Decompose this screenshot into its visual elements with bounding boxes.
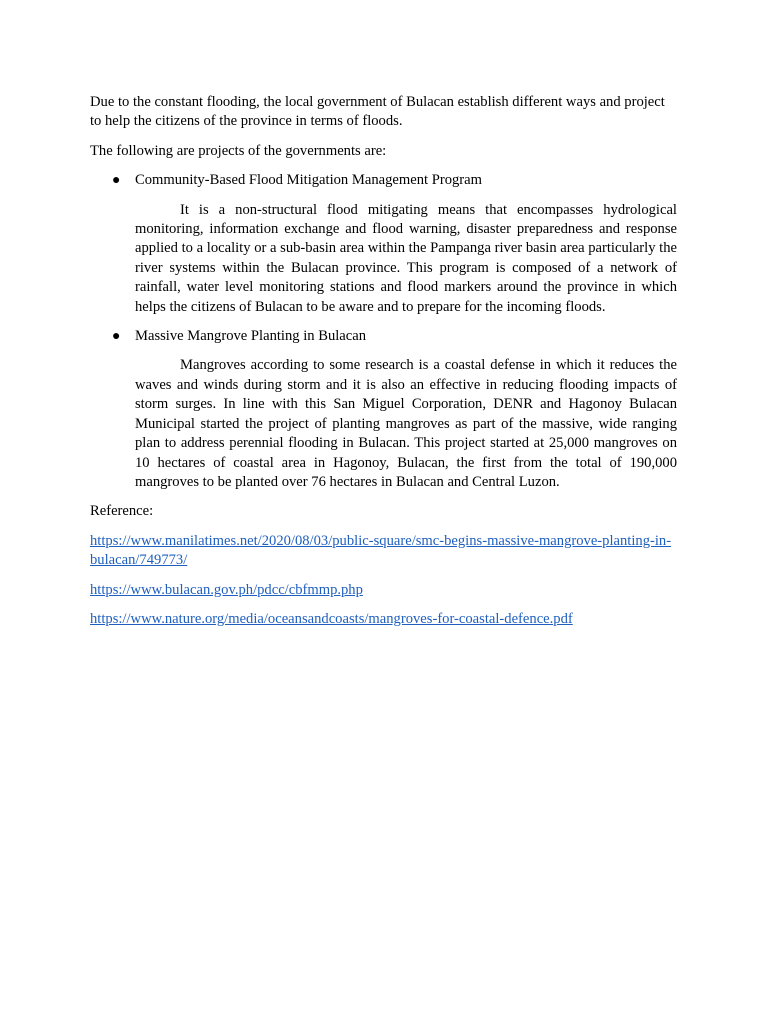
document-page xyxy=(90,93,677,639)
reference-heading: Reference: xyxy=(90,503,154,520)
reference-link-manilatimes[interactable]: https://www.manilatimes.net/2020/08/03/public-square/smc-begins-massive-mangrove-planting-in-bulacan/749773/ xyxy=(90,532,672,569)
project-title: Community-Based Flood Mitigation Management Program xyxy=(135,172,482,189)
intro-paragraph: Due to the constant flooding, the local government of Bulacan establish different ways and project to help the citizens of the province in terms of floods. xyxy=(90,94,665,130)
reference-link-nature[interactable]: https://www.nature.org/media/oceansandcoasts/mangroves-for-coastal-defence.pdf xyxy=(90,610,573,627)
bullet-icon: ● xyxy=(112,173,121,189)
list-item xyxy=(90,171,677,317)
project-title: Massive Mangrove Planting in Bulacan xyxy=(135,328,367,345)
project-description: It is a non-structural flood mitigating means that encompasses hydrological monitoring, information exchange and flood warning, disaster preparedness and response applied to a locality or a sub-basin area within the Pampanga river basin area particularly the river systems within the Bulacan province. This program is composed of a network of rainfall, water level monitoring stations and flood markers around the province in which helps the citizens of Bulacan to be aware and to prepare for the incoming floods. xyxy=(135,201,677,315)
projects-list xyxy=(90,171,677,492)
bullet-icon: ● xyxy=(112,329,121,345)
project-description: Mangroves according to some research is a coastal defense in which it reduces the waves and winds during storm and it is also an effective in reducing flooding impacts of storm surges. In line with this San Miguel Corporation, DENR and Hagonoy Bulacan Municipal started the project of planting mangroves as part of the massive, wide ranging plan to address perennial flooding in Bulacan. This project started at 25,000 mangroves on 10 hectares of coastal area in Hagonoy, Bulacan, the first from the total of 190,000 mangroves to be planted over 76 hectares in Bulacan and Central Luzon. xyxy=(135,357,677,490)
projects-lead-in: The following are projects of the governments are: xyxy=(90,142,387,159)
list-item xyxy=(90,327,677,492)
reference-link-bulacan-gov[interactable]: https://www.bulacan.gov.ph/pdcc/cbfmmp.php xyxy=(90,581,363,598)
